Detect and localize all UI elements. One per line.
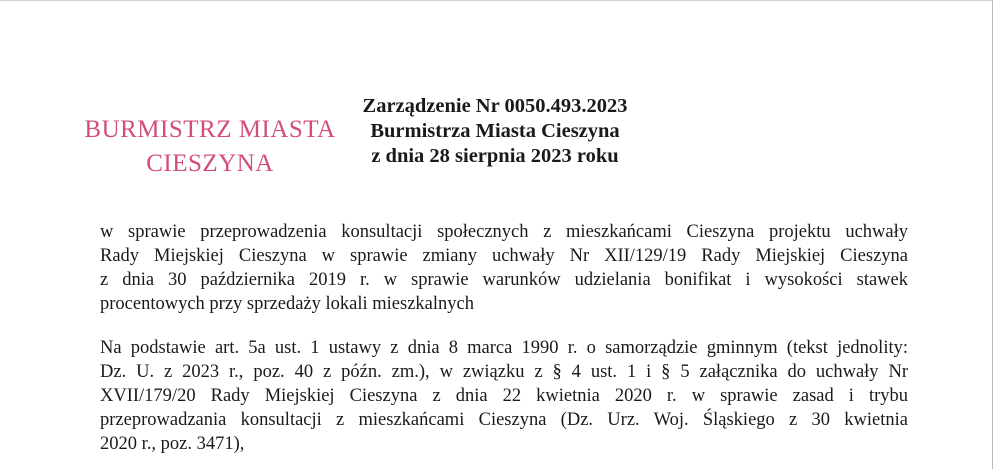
subject-line: w sprawie przeprowadzenia konsultacji społecznych z mieszkańcami Cieszyna projektu uchwały — [100, 222, 908, 242]
mayor-stamp — [84, 113, 336, 181]
heading-title: Zarządzenie Nr 0050.493.2023 — [362, 95, 628, 117]
legal-basis-line: Dz. U. z 2023 r., poz. 40 z późn. zm.), w związku z § 4 ust. 1 i § 5 załącznika do uchwały Nr — [100, 362, 908, 382]
legal-basis-line: Na podstawie art. 5a ust. 1 ustawy z dnia 8 marca 1990 r. o samorządzie gminnym (tekst jednolity: — [100, 338, 908, 358]
heading-date: z dnia 28 sierpnia 2023 roku — [371, 145, 619, 167]
legal-basis-paragraph — [100, 336, 908, 456]
legal-basis-line: przeprowadzania konsultacji z mieszkańcami Cieszyna (Dz. Urz. Woj. Śląskiego z 30 kwietnia — [100, 410, 908, 430]
subject-line: Rady Miejskiej Cieszyna w sprawie zmiany uchwały Nr XII/129/19 Rady Miejskiej Cieszyna — [100, 246, 908, 266]
stamp-line-1: BURMISTRZ MIASTA — [84, 116, 336, 143]
legal-basis-line: XVII/179/20 Rady Miejskiej Cieszyna z dnia 22 kwietnia 2020 r. w sprawie zasad i trybu — [100, 386, 908, 406]
heading-issuer: Burmistrza Miasta Cieszyna — [370, 120, 620, 142]
subject-paragraph — [100, 220, 908, 316]
subject-line: procentowych przy sprzedaży lokali mieszkalnych — [100, 294, 474, 314]
stamp-line-2: CIESZYNA — [146, 150, 274, 177]
legal-basis-line: 2020 r., poz. 3471), — [100, 434, 245, 454]
document-heading — [330, 94, 660, 169]
subject-line: z dnia 30 października 2019 r. w sprawie warunków udzielania bonifikat i wysokości stawek — [100, 270, 908, 290]
